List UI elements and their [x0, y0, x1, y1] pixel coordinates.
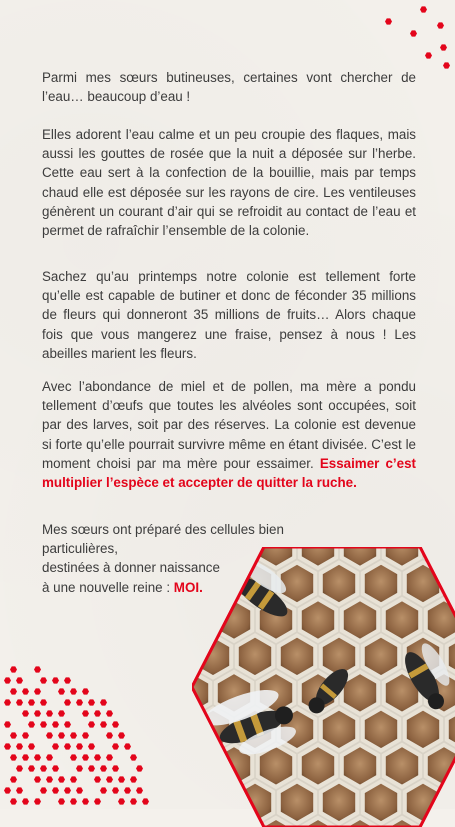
honeycomb-cell: [363, 635, 399, 677]
paragraph-water: Parmi mes sœurs butineuses, certaines vont chercher de l’eau… beaucoup d’eau !: [42, 70, 416, 105]
honeycomb-cell: [300, 599, 336, 641]
honeycomb-cell: [300, 745, 336, 787]
honeycomb-cell: [447, 781, 455, 823]
honeycomb-cell: [195, 563, 231, 605]
queen-line-1: Mes sœurs ont préparé des cellules bien particulières,: [42, 522, 284, 557]
honeycomb-cell: [363, 563, 399, 605]
honeycomb-cell: [426, 818, 455, 827]
honeycomb-cell: [279, 781, 315, 823]
honeycomb-cell: [405, 708, 441, 750]
honeycomb-cell: [192, 599, 210, 641]
queen-line-2: destinées à donner naissance: [42, 560, 220, 576]
queen-line-3-text: à une nouvelle reine :: [42, 579, 171, 595]
paragraph-swarming: [42, 377, 416, 492]
honeycomb-cell: [342, 745, 378, 787]
queen-highlight: MOI.: [173, 579, 203, 595]
honeycomb-cell: [237, 635, 273, 677]
honeycomb-cell: [216, 818, 252, 827]
honeycomb-cell: [405, 781, 441, 823]
honeycomb-cell: [363, 781, 399, 823]
honeycomb-cell: [405, 563, 441, 605]
honeycomb-cell: [192, 818, 210, 827]
honeycomb-cell: [195, 781, 231, 823]
honeycomb-cell: [321, 708, 357, 750]
honeycomb-cell: [342, 599, 378, 641]
honeycomb-cell: [279, 563, 315, 605]
honeycomb-cell: [192, 745, 210, 787]
honeycomb-cell: [384, 745, 420, 787]
honeycomb-cell: [363, 708, 399, 750]
honeycomb-illustration: [192, 547, 455, 827]
swarming-highlight: Essaimer c’est multiplier l’espèce et accepter de quitter la ruche.: [42, 455, 416, 491]
honeycomb-cell: [384, 599, 420, 641]
honeycomb-cell: [447, 563, 455, 605]
honeycomb-cell: [321, 563, 357, 605]
paragraph-colony-strength: Sachez qu’au printemps notre colonie est tellement forte qu’elle est capable de butiner et donc de féconder 35 millions de fleurs qui donneront 35 millions de fruits… Alors chaque fois que vous mangerez une fraise, pensez à nous ! Les abeilles marient les fleurs.: [42, 269, 416, 361]
honeycomb-cell: [279, 635, 315, 677]
honeycomb-cell: [192, 547, 210, 568]
paragraph-water-usage: Elles adorent l’eau calme et un peu croupie des flaques, mais aussi les gouttes de rosée que la nuit a déposée sur l’herbe. Cette eau sert à la confection de la bouillie, mais par temps chaud elle est déposée sur les rayons de cire. Les ventileuses génèrent un courant d’air qui se refroidit au contact de l’eau et permet de rafraîchir l’ensemble de la colonie.: [42, 127, 416, 239]
honeycomb-cell: [321, 781, 357, 823]
honeycomb-cell: [216, 547, 252, 568]
swarming-text: Avec l’abondance de miel et de pollen, ma mère a pondu tellement d’œufs que toutes les alvéoles sont occupées, soit par des larves, soit par des réserves. La colonie est devenue si forte qu’elle pourrait survivre même en étant divisée. C’est le moment choisi par ma mère pour essaimer.: [42, 379, 416, 471]
